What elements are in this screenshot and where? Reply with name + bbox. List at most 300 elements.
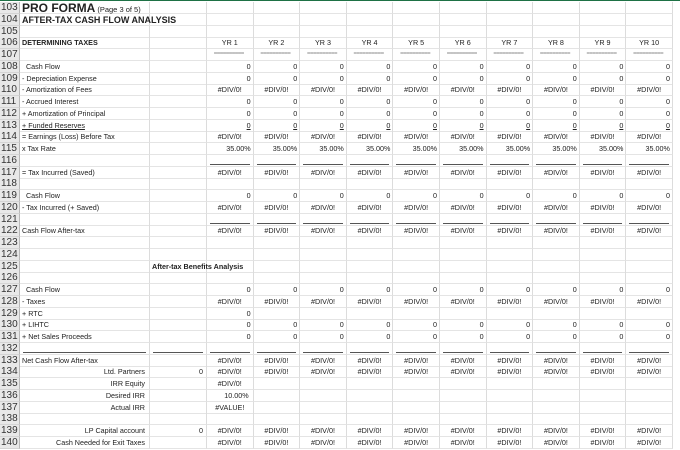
empty-cell[interactable] <box>487 390 534 402</box>
double-rule-cell[interactable]: ========== <box>254 49 301 61</box>
empty-cell[interactable] <box>254 308 301 320</box>
empty-cell[interactable] <box>347 155 394 167</box>
value-cell[interactable]: 0 <box>533 319 580 331</box>
value-cell[interactable]: #DIV/0! <box>300 202 347 214</box>
value-cell[interactable]: 0 <box>300 190 347 202</box>
empty-cell[interactable] <box>254 214 301 226</box>
empty-cell[interactable] <box>533 214 580 226</box>
row-header[interactable]: 124 <box>0 249 20 261</box>
empty-cell[interactable] <box>533 155 580 167</box>
row-header[interactable]: 110 <box>0 84 20 96</box>
value-cell[interactable]: #DIV/0! <box>207 437 254 449</box>
value-cell[interactable]: 0 <box>207 120 254 132</box>
empty-cell[interactable] <box>393 2 440 14</box>
row-header[interactable]: 104 <box>0 14 20 26</box>
empty-cell[interactable] <box>150 402 207 414</box>
row-header[interactable]: 140 <box>0 437 20 449</box>
empty-cell[interactable] <box>580 178 627 190</box>
row-header[interactable]: 132 <box>0 343 20 355</box>
empty-cell[interactable] <box>254 237 301 249</box>
empty-cell[interactable] <box>440 390 487 402</box>
value-cell[interactable]: 0 <box>626 61 673 73</box>
value-cell[interactable]: 0 <box>347 319 394 331</box>
empty-cell[interactable] <box>300 14 347 26</box>
section-heading-determining-taxes[interactable]: DETERMINING TAXES <box>20 37 150 49</box>
value-cell[interactable]: 0 <box>393 108 440 120</box>
row-label[interactable]: Cash Flow <box>20 284 150 296</box>
year-header-7[interactable]: YR 7 <box>487 37 534 49</box>
row-header[interactable]: 126 <box>0 272 20 284</box>
value-cell[interactable]: 35.00% <box>440 143 487 155</box>
empty-cell[interactable] <box>254 402 301 414</box>
empty-cell[interactable] <box>440 237 487 249</box>
row-header[interactable]: 117 <box>0 167 20 179</box>
empty-cell[interactable] <box>580 249 627 261</box>
empty-cell[interactable] <box>20 49 150 61</box>
year-header-5[interactable]: YR 5 <box>393 37 440 49</box>
value-cell[interactable]: 0 <box>440 284 487 296</box>
empty-cell[interactable] <box>150 390 207 402</box>
row-label[interactable]: + RTC <box>20 308 150 320</box>
empty-cell[interactable] <box>580 155 627 167</box>
value-cell[interactable]: #DIV/0! <box>580 84 627 96</box>
value-cell[interactable]: 0 <box>533 96 580 108</box>
value-cell[interactable]: 0 <box>580 61 627 73</box>
empty-cell[interactable] <box>347 308 394 320</box>
row-header[interactable]: 121 <box>0 214 20 226</box>
value-cell[interactable]: #DIV/0! <box>347 355 394 367</box>
value-cell[interactable]: 0 <box>533 284 580 296</box>
value-cell[interactable]: 0 <box>300 331 347 343</box>
value-cell[interactable]: #DIV/0! <box>580 437 627 449</box>
empty-cell[interactable] <box>533 413 580 425</box>
row-header[interactable]: 115 <box>0 143 20 155</box>
value-cell[interactable]: 35.00% <box>300 143 347 155</box>
value-cell[interactable]: 0 <box>533 120 580 132</box>
empty-cell[interactable] <box>347 26 394 38</box>
empty-cell[interactable] <box>150 61 207 73</box>
empty-cell[interactable] <box>393 272 440 284</box>
value-cell[interactable]: #DIV/0! <box>207 202 254 214</box>
empty-cell[interactable] <box>150 237 207 249</box>
value-cell[interactable]: #DIV/0! <box>254 202 301 214</box>
value-cell[interactable]: #DIV/0! <box>254 366 301 378</box>
value-cell[interactable]: 0 <box>207 108 254 120</box>
value-cell[interactable]: #DIV/0! <box>487 202 534 214</box>
row-label[interactable]: LP Capital account <box>20 425 150 437</box>
empty-cell[interactable] <box>254 14 301 26</box>
empty-cell[interactable] <box>300 413 347 425</box>
value-cell[interactable]: #DIV/0! <box>626 202 673 214</box>
empty-cell[interactable] <box>393 249 440 261</box>
empty-cell[interactable] <box>440 14 487 26</box>
value-cell[interactable]: #DIV/0! <box>487 355 534 367</box>
value-cell[interactable]: #DIV/0! <box>393 131 440 143</box>
value-cell[interactable]: 35.00% <box>626 143 673 155</box>
value-cell[interactable]: #DIV/0! <box>626 225 673 237</box>
value-cell[interactable]: #DIV/0! <box>533 225 580 237</box>
empty-cell[interactable] <box>533 14 580 26</box>
empty-cell[interactable] <box>393 261 440 273</box>
value-cell[interactable]: #DIV/0! <box>347 167 394 179</box>
value-cell[interactable]: #DIV/0! <box>533 296 580 308</box>
empty-cell[interactable] <box>150 131 207 143</box>
empty-cell[interactable] <box>533 261 580 273</box>
value-cell[interactable]: 0 <box>207 190 254 202</box>
empty-cell[interactable] <box>580 343 627 355</box>
empty-cell[interactable] <box>487 249 534 261</box>
double-rule-cell[interactable]: ========== <box>393 49 440 61</box>
value-cell[interactable]: #DIV/0! <box>254 437 301 449</box>
value-cell[interactable]: 0 <box>440 61 487 73</box>
row-label[interactable]: + LIHTC <box>20 319 150 331</box>
value-cell[interactable]: #DIV/0! <box>393 355 440 367</box>
year-header-6[interactable]: YR 6 <box>440 37 487 49</box>
double-rule-cell[interactable]: ========== <box>440 49 487 61</box>
row-label[interactable]: Cash Needed for Exit Taxes <box>20 437 150 449</box>
empty-cell[interactable] <box>347 14 394 26</box>
empty-cell[interactable] <box>150 49 207 61</box>
year-header-4[interactable]: YR 4 <box>347 37 394 49</box>
value-cell[interactable]: #DIV/0! <box>254 84 301 96</box>
value-cell[interactable]: #DIV/0! <box>440 366 487 378</box>
value-cell[interactable]: #DIV/0! <box>487 437 534 449</box>
row-label[interactable]: + Amortization of Principal <box>20 108 150 120</box>
empty-cell[interactable] <box>626 413 673 425</box>
value-cell[interactable]: 0 <box>580 190 627 202</box>
row-header[interactable]: 116 <box>0 155 20 167</box>
value-cell[interactable]: 0 <box>533 61 580 73</box>
empty-cell[interactable] <box>20 413 150 425</box>
empty-cell[interactable] <box>150 413 207 425</box>
extra-value-cell[interactable] <box>150 355 207 367</box>
value-cell[interactable]: #DIV/0! <box>626 296 673 308</box>
value-cell[interactable]: 0 <box>207 61 254 73</box>
year-header-10[interactable]: YR 10 <box>626 37 673 49</box>
empty-cell[interactable] <box>150 14 207 26</box>
empty-cell[interactable] <box>440 26 487 38</box>
empty-cell[interactable] <box>626 343 673 355</box>
value-cell[interactable]: #DIV/0! <box>580 296 627 308</box>
empty-cell[interactable] <box>20 155 150 167</box>
value-cell[interactable]: 0 <box>300 96 347 108</box>
value-cell[interactable]: 0 <box>487 284 534 296</box>
empty-cell[interactable] <box>300 249 347 261</box>
value-cell[interactable]: #DIV/0! <box>440 131 487 143</box>
row-label[interactable]: + Net Sales Proceeds <box>20 331 150 343</box>
empty-cell[interactable] <box>533 390 580 402</box>
value-cell[interactable]: 0 <box>440 190 487 202</box>
value-cell[interactable]: 0 <box>254 120 301 132</box>
section-heading-after-tax-benefits[interactable]: After-tax Benefits Analysis <box>152 261 244 271</box>
empty-cell[interactable] <box>533 237 580 249</box>
value-cell[interactable]: #DIV/0! <box>626 366 673 378</box>
empty-cell[interactable] <box>150 202 207 214</box>
value-cell[interactable]: 0 <box>487 108 534 120</box>
empty-cell[interactable] <box>150 378 207 390</box>
empty-cell[interactable] <box>207 261 254 273</box>
value-cell[interactable]: #DIV/0! <box>254 355 301 367</box>
value-cell[interactable]: #DIV/0! <box>300 296 347 308</box>
row-label[interactable]: = Tax Incurred (Saved) <box>20 167 150 179</box>
empty-cell[interactable] <box>300 272 347 284</box>
value-cell[interactable]: 0 <box>440 108 487 120</box>
empty-cell[interactable] <box>300 390 347 402</box>
value-cell[interactable]: 10.00% <box>207 390 254 402</box>
value-cell[interactable]: #DIV/0! <box>300 437 347 449</box>
row-header[interactable]: 125 <box>0 261 20 273</box>
empty-cell[interactable] <box>626 237 673 249</box>
row-header[interactable]: 134 <box>0 366 20 378</box>
value-cell[interactable]: 0 <box>254 73 301 85</box>
empty-cell[interactable] <box>254 249 301 261</box>
row-header[interactable]: 131 <box>0 331 20 343</box>
value-cell[interactable]: 0 <box>626 284 673 296</box>
empty-cell[interactable] <box>487 14 534 26</box>
empty-cell[interactable] <box>300 178 347 190</box>
empty-cell[interactable] <box>393 343 440 355</box>
empty-cell[interactable] <box>207 272 254 284</box>
row-header[interactable]: 138 <box>0 413 20 425</box>
empty-cell[interactable] <box>393 26 440 38</box>
empty-cell[interactable] <box>347 261 394 273</box>
empty-cell[interactable] <box>393 378 440 390</box>
empty-cell[interactable] <box>626 261 673 273</box>
row-label[interactable]: - Taxes <box>20 296 150 308</box>
value-cell[interactable]: #DIV/0! <box>393 437 440 449</box>
value-cell[interactable]: 0 <box>347 108 394 120</box>
value-cell[interactable]: #DIV/0! <box>393 366 440 378</box>
value-cell[interactable]: 0 <box>626 96 673 108</box>
empty-cell[interactable] <box>440 343 487 355</box>
empty-cell[interactable] <box>254 413 301 425</box>
empty-cell[interactable] <box>626 308 673 320</box>
empty-cell[interactable] <box>150 167 207 179</box>
value-cell[interactable]: 0 <box>254 61 301 73</box>
row-header[interactable]: 105 <box>0 26 20 38</box>
value-cell[interactable]: 0 <box>254 284 301 296</box>
empty-cell[interactable] <box>347 237 394 249</box>
empty-cell[interactable] <box>533 272 580 284</box>
value-cell[interactable]: #DIV/0! <box>487 167 534 179</box>
empty-cell[interactable] <box>150 96 207 108</box>
empty-cell[interactable] <box>626 155 673 167</box>
value-cell[interactable]: #DIV/0! <box>580 366 627 378</box>
value-cell[interactable]: 0 <box>300 120 347 132</box>
empty-cell[interactable] <box>440 308 487 320</box>
value-cell[interactable]: #DIV/0! <box>487 425 534 437</box>
value-cell[interactable]: 0 <box>254 319 301 331</box>
value-cell[interactable]: 0 <box>347 284 394 296</box>
value-cell[interactable]: #DIV/0! <box>207 225 254 237</box>
value-cell[interactable]: 35.00% <box>347 143 394 155</box>
row-header[interactable]: 113 <box>0 120 20 132</box>
empty-cell[interactable] <box>150 37 207 49</box>
empty-cell[interactable] <box>150 190 207 202</box>
empty-cell[interactable] <box>207 155 254 167</box>
value-cell[interactable]: 35.00% <box>487 143 534 155</box>
row-label[interactable]: IRR Equity <box>20 378 150 390</box>
value-cell[interactable]: #DIV/0! <box>393 84 440 96</box>
value-cell[interactable]: 0 <box>440 73 487 85</box>
value-cell[interactable]: 0 <box>300 61 347 73</box>
empty-cell[interactable] <box>254 272 301 284</box>
empty-cell[interactable] <box>580 237 627 249</box>
empty-cell[interactable] <box>440 378 487 390</box>
value-cell[interactable]: 0 <box>393 331 440 343</box>
row-header[interactable]: 123 <box>0 237 20 249</box>
value-cell[interactable]: 0 <box>393 319 440 331</box>
empty-cell[interactable] <box>626 402 673 414</box>
row-header[interactable]: 114 <box>0 131 20 143</box>
value-cell[interactable]: 0 <box>533 190 580 202</box>
empty-cell[interactable] <box>300 2 347 14</box>
value-cell[interactable]: 0 <box>254 190 301 202</box>
empty-cell[interactable] <box>347 390 394 402</box>
empty-cell[interactable] <box>150 73 207 85</box>
value-cell[interactable]: #DIV/0! <box>580 225 627 237</box>
value-cell[interactable]: 0 <box>580 96 627 108</box>
value-cell[interactable]: 0 <box>393 73 440 85</box>
value-cell[interactable]: 0 <box>347 190 394 202</box>
empty-cell[interactable] <box>254 261 301 273</box>
empty-cell[interactable] <box>347 214 394 226</box>
empty-cell[interactable] <box>150 343 207 355</box>
empty-cell[interactable] <box>580 390 627 402</box>
double-rule-cell[interactable]: ========== <box>207 49 254 61</box>
value-cell[interactable]: #DIV/0! <box>626 425 673 437</box>
empty-cell[interactable] <box>533 2 580 14</box>
value-cell[interactable]: 0 <box>580 108 627 120</box>
value-cell[interactable]: #DIV/0! <box>440 437 487 449</box>
year-header-8[interactable]: YR 8 <box>533 37 580 49</box>
value-cell[interactable]: 0 <box>487 190 534 202</box>
empty-cell[interactable] <box>300 308 347 320</box>
value-cell[interactable]: #DIV/0! <box>533 437 580 449</box>
row-header[interactable]: 129 <box>0 308 20 320</box>
value-cell[interactable]: #DIV/0! <box>533 167 580 179</box>
empty-cell[interactable] <box>20 249 150 261</box>
value-cell[interactable]: 0 <box>207 319 254 331</box>
value-cell[interactable]: #DIV/0! <box>580 425 627 437</box>
empty-cell[interactable] <box>533 178 580 190</box>
value-cell[interactable]: #DIV/0! <box>533 84 580 96</box>
empty-cell[interactable] <box>626 2 673 14</box>
row-header[interactable]: 137 <box>0 402 20 414</box>
empty-cell[interactable] <box>626 378 673 390</box>
empty-cell[interactable] <box>626 249 673 261</box>
value-cell[interactable]: 0 <box>393 120 440 132</box>
value-cell[interactable]: #DIV/0! <box>300 355 347 367</box>
value-cell[interactable]: #DIV/0! <box>207 425 254 437</box>
value-cell[interactable]: #DIV/0! <box>254 425 301 437</box>
empty-cell[interactable] <box>300 155 347 167</box>
value-cell[interactable]: 0 <box>440 120 487 132</box>
value-cell[interactable]: #DIV/0! <box>393 296 440 308</box>
empty-cell[interactable] <box>20 237 150 249</box>
empty-cell[interactable] <box>580 308 627 320</box>
empty-cell[interactable] <box>580 413 627 425</box>
empty-cell[interactable] <box>580 2 627 14</box>
row-label[interactable]: Ltd. Partners <box>20 366 150 378</box>
empty-cell[interactable] <box>20 214 150 226</box>
row-header[interactable]: 139 <box>0 425 20 437</box>
row-header[interactable]: 109 <box>0 73 20 85</box>
value-cell[interactable]: 0 <box>207 96 254 108</box>
double-rule-cell[interactable]: ========== <box>347 49 394 61</box>
value-cell[interactable]: 0 <box>626 120 673 132</box>
value-cell[interactable]: #DIV/0! <box>347 366 394 378</box>
empty-cell[interactable] <box>626 26 673 38</box>
empty-cell[interactable] <box>207 214 254 226</box>
empty-cell[interactable] <box>626 214 673 226</box>
empty-cell[interactable] <box>487 2 534 14</box>
value-cell[interactable]: 0 <box>626 331 673 343</box>
value-cell[interactable]: #DIV/0! <box>300 225 347 237</box>
row-label[interactable]: Net Cash Flow After-tax <box>20 355 150 367</box>
value-cell[interactable]: #DIV/0! <box>487 366 534 378</box>
value-cell[interactable]: #DIV/0! <box>207 167 254 179</box>
row-header[interactable]: 111 <box>0 96 20 108</box>
empty-cell[interactable] <box>487 155 534 167</box>
empty-cell[interactable] <box>254 155 301 167</box>
row-header[interactable]: 135 <box>0 378 20 390</box>
empty-cell[interactable] <box>207 26 254 38</box>
empty-cell[interactable] <box>487 237 534 249</box>
row-header[interactable]: 122 <box>0 225 20 237</box>
value-cell[interactable]: #DIV/0! <box>254 167 301 179</box>
double-rule-cell[interactable]: ========== <box>580 49 627 61</box>
year-header-1[interactable]: YR 1 <box>207 37 254 49</box>
empty-cell[interactable] <box>150 249 207 261</box>
value-cell[interactable]: 35.00% <box>254 143 301 155</box>
empty-cell[interactable] <box>347 402 394 414</box>
empty-cell[interactable] <box>580 214 627 226</box>
empty-cell[interactable] <box>347 413 394 425</box>
value-cell[interactable]: #DIV/0! <box>300 366 347 378</box>
row-header[interactable]: 130 <box>0 319 20 331</box>
value-cell[interactable]: #DIV/0! <box>533 131 580 143</box>
value-cell[interactable]: 0 <box>580 73 627 85</box>
value-cell[interactable]: #DIV/0! <box>580 355 627 367</box>
value-cell[interactable]: #DIV/0! <box>626 355 673 367</box>
row-label[interactable]: Cash Flow <box>20 190 150 202</box>
row-header[interactable]: 107 <box>0 49 20 61</box>
empty-cell[interactable] <box>347 178 394 190</box>
value-cell[interactable]: 0 <box>207 331 254 343</box>
empty-cell[interactable] <box>20 272 150 284</box>
value-cell[interactable]: #DIV/0! <box>300 425 347 437</box>
empty-cell[interactable] <box>150 214 207 226</box>
value-cell[interactable]: 35.00% <box>207 143 254 155</box>
empty-cell[interactable] <box>440 178 487 190</box>
empty-cell[interactable] <box>20 343 150 355</box>
empty-cell[interactable] <box>150 108 207 120</box>
row-label[interactable]: Actual IRR <box>20 402 150 414</box>
empty-cell[interactable] <box>347 343 394 355</box>
empty-cell[interactable] <box>254 178 301 190</box>
empty-cell[interactable] <box>580 378 627 390</box>
empty-cell[interactable] <box>533 378 580 390</box>
empty-cell[interactable] <box>393 237 440 249</box>
row-label[interactable]: Desired IRR <box>20 390 150 402</box>
empty-cell[interactable] <box>487 378 534 390</box>
value-cell[interactable]: #DIV/0! <box>347 84 394 96</box>
title-cell[interactable] <box>20 2 150 14</box>
empty-cell[interactable] <box>393 155 440 167</box>
row-header[interactable]: 120 <box>0 202 20 214</box>
row-header[interactable]: 118 <box>0 178 20 190</box>
